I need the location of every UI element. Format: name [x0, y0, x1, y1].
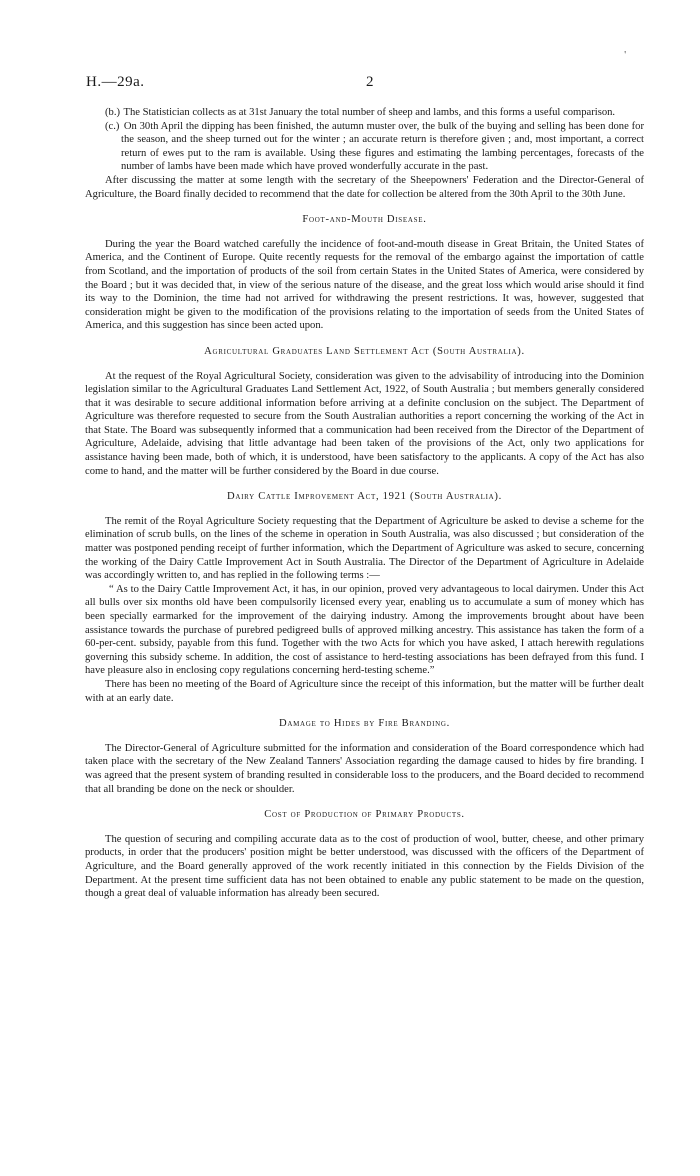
section-heading: Agricultural Graduates Land Settlement Act (South Australia). — [204, 345, 525, 357]
corner-mark: ' — [624, 50, 626, 61]
document-reference: H.—29a. — [86, 74, 145, 90]
paragraph: There has been no meeting of the Board of Agriculture since the receipt of this information, but the matter will be further dealt with at an early date. — [85, 678, 644, 704]
list-item-label: (b.) — [105, 107, 121, 118]
list-item-label: (c.) — [105, 120, 120, 132]
paragraph: At the request of the Royal Agricultural Society, consideration was given to the advisability of introducing into the Dominion legislation similar to the Agricultural Graduates Land Settlement Act, 1922, of South Australia ; but members generally considered that it was desirable to secure additional information before arriving at a definite conclusion on the subject. The Department of Agriculture was therefore requested to secure from the South Australian authorities a report concerning the working of the Act in that State. The Board was subsequently informed that a communication had been received from the Director of the Department of Agriculture, Adelaide, advising that little advantage had been taken of the provisions of the Act, only two applications for assistance having been made, both of which, it is understood, have been satisfactory to the applicants. A copy of the Act has also come to hand, and the matter will be further considered by the Board in due course. — [85, 370, 644, 477]
section-heading: Dairy Cattle Improvement Act, 1921 (South Australia). — [227, 491, 502, 503]
section-heading: Foot-and-Mouth Disease. — [302, 214, 427, 226]
list-item-b — [85, 106, 644, 120]
list-item-text: The Statistician collects as at 31st January the total number of sheep and lambs, and this forms a useful comparison. — [123, 107, 616, 118]
page-header — [86, 74, 646, 94]
paragraph: During the year the Board watched carefully the incidence of foot-and-mouth disease in Great Britain, the United States of America, and the Continent of Europe. Quite recently requests for the removal of the embargo against the importation of cattle from Scotland, and the importation of products of the soil from certain States in the United States of America, were considered by the Board ; but it was decided that, in view of the serious nature of the disease, and the great loss which would arise should it find its way to the Dominion, the time had not arrived for withdrawing the present restrictions. It was, however, suggested that consideration might be given to the modification of the provisions relating to the importation of seeds from the United States of America, and this suggestion has since been acted upon. — [85, 238, 644, 332]
list-item-text: On 30th April the dipping has been finished, the autumn muster over, the bulk of the buying and selling has been done for the season, and the sheep turned out for the winter ; an accurate return is therefore given ; and, most important, a correct return of ewes put to the ram is available. Using these figures and estimating the lambing percentages, forecasts of the number of lambs have been made which have proved wonderfully accurate in the past. — [121, 120, 644, 173]
document-body — [85, 106, 644, 901]
paragraph: The Director-General of Agriculture submitted for the information and consideration of the Board correspondence which had taken place with the secretary of the New Zealand Tanners' Association regarding the damage caused to hides by fire branding. I was agreed that the present system of branding resulted in considerable loss to the producers, and the Board decided to recommend that all branding be done on the neck or shoulder. — [85, 742, 644, 795]
page-number: 2 — [366, 74, 374, 90]
list-item-c — [85, 120, 644, 174]
section-heading: Damage to Hides by Fire Branding. — [279, 718, 450, 730]
paragraph: The question of securing and compiling accurate data as to the cost of production of wool, butter, cheese, and other primary products, in order that the producers' position might be better understood, was discussed with the officers of the Department of Agriculture, and the Board generally approved of the work recently initiated in this connection by the Fields Division of the Department. At the present time sufficient data has not been obtained to enable any public statement to be made on the question, though a great deal of valuable information has already been secured. — [85, 833, 644, 900]
quoted-reply: “ As to the Dairy Cattle Improvement Act, it has, in our opinion, proved very advantageous to local dairymen. Under this Act all bulls over six months old have been compulsorily licensed every year, enabling us to accumulate a sum of money which has been specially earmarked for the improvement of the dairying industry. Among the improvements brought about have been assistance towards the purchase of purebred pedigreed bulls of approved milking ancestry. This assistance has taken the form of a 60-per-cent. subsidy, payable from this fund. Together with the two Acts for which you have asked, I attach herewith regulations governing this subsidy scheme. In addition, the cost of assistance to herd-testing associations has been defrayed from this fund. I have pleasure also in enclosing copy regulations concerning herd-testing scheme.” — [85, 583, 644, 677]
section-heading: Cost of Production of Primary Products. — [264, 809, 465, 821]
paragraph: After discussing the matter at some length with the secretary of the Sheepowners' Federation and the Director-General of Agriculture, the Board finally decided to recommend that the date for collection be altered from the 30th April to the 30th June. — [85, 174, 644, 200]
paragraph: The remit of the Royal Agriculture Society requesting that the Department of Agriculture be asked to devise a scheme for the elimination of scrub bulls, on the lines of the scheme in operation in South Australia, was also discussed ; but consideration of the matter was postponed pending receipt of further information, which the Department of Agriculture was asked to secure, concerning the working of the Dairy Cattle Improvement Act in South Australia. The Director of the Department of Agriculture in Adelaide was accordingly written to, and has replied in the following terms :— — [85, 515, 644, 582]
